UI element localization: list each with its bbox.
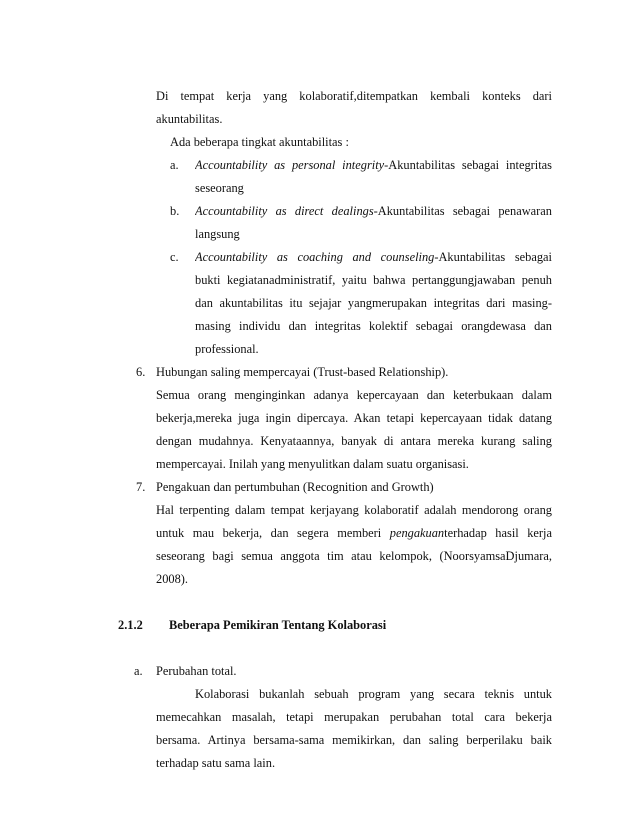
item-7-line-2 [156,525,552,541]
level-c-line-4: masing individu dan integritas kolektif sebagai orangdewasa dan [195,319,552,333]
item-6-line-2: bekerja,mereka juga ingin dipercaya. Akan tetapi kepercayaan tidak datang [156,411,552,425]
intro-line-1: Di tempat kerja yang kolaboratif,ditempatkan kembali konteks dari [156,89,552,103]
level-c-line-3: dan akuntabilitas itu sejajar yangmerupakan integritas dari masing- [195,296,552,310]
level-c-line-5: professional. [195,342,259,356]
level-a-line-1 [195,157,552,173]
item-6-line-1: Semua orang menginginkan adanya kepercayaan dan keterbukaan dalam [156,388,552,402]
item-6-line-4: mempercayai. Inilah yang menyulitkan dalam suatu organisasi. [156,457,469,471]
item-7-line-4: 2008). [156,572,189,586]
level-c-line-1 [195,249,552,265]
level-c-term: Accountability as coaching and counseling [195,250,435,264]
level-b-term: Accountability as direct dealings [195,204,374,218]
point-a-line-3: bersama. Artinya bersama-sama memikirkan, dan saling berperilaku baik [156,733,552,747]
item-7-number: 7. [136,480,146,494]
item-7-line-2-term: pengakuan [389,526,445,540]
item-6-title: Hubungan saling mempercayai (Trust-based Relationship). [156,365,449,379]
level-a-line-2: seseorang [195,181,244,195]
level-b-marker: b. [170,204,180,218]
point-a-title: Perubahan total. [156,664,237,678]
level-c-marker: c. [170,250,179,264]
item-7-line-3: seseorang bagi semua anggota tim atau kelompok, (NoorsyamsaDjumara, [156,549,552,563]
item-7-line-2-pre: untuk mau bekerja, dan segera memberi [156,526,390,540]
section-title: Beberapa Pemikiran Tentang Kolaborasi [169,618,387,632]
point-a-line-1: Kolaborasi bukanlah sebuah program yang secara teknis untuk [195,687,552,701]
level-c-rest: -Akuntabilitas sebagai [434,250,552,264]
intro-line-2: akuntabilitas. [156,112,223,126]
level-c-line-2: bukti kegiatanadministratif, yaitu bahwa pertanggungjawaban penuh [195,273,552,287]
item-6-line-3: dengan mudahnya. Kenyataannya, banyak di antara mereka kurang saling [156,434,552,448]
level-a-rest: -Akuntabilitas sebagai integritas [384,158,552,172]
point-a-line-4: terhadap satu sama lain. [156,756,276,770]
item-7-line-1: Hal terpenting dalam tempat kerjayang kolaboratif adalah mendorong orang [156,503,552,517]
point-a-line-2: memecahkan masalah, tetapi merupakan perubahan total cara bekerja [156,710,552,724]
item-6-number: 6. [136,365,146,379]
point-a-marker: a. [134,664,143,678]
level-b-line-2: langsung [195,227,240,241]
level-a-term: Accountability as personal integrity [195,158,385,172]
level-b-line-1 [195,203,552,219]
level-a-marker: a. [170,158,179,172]
intro-line-3: Ada beberapa tingkat akuntabilitas : [170,135,349,149]
level-b-rest: -Akuntabilitas sebagai penawaran [373,204,552,218]
section-number: 2.1.2 [118,618,143,632]
item-7-line-2-post: terhadap hasil kerja [444,526,552,540]
item-7-title: Pengakuan dan pertumbuhan (Recognition and Growth) [156,480,434,494]
